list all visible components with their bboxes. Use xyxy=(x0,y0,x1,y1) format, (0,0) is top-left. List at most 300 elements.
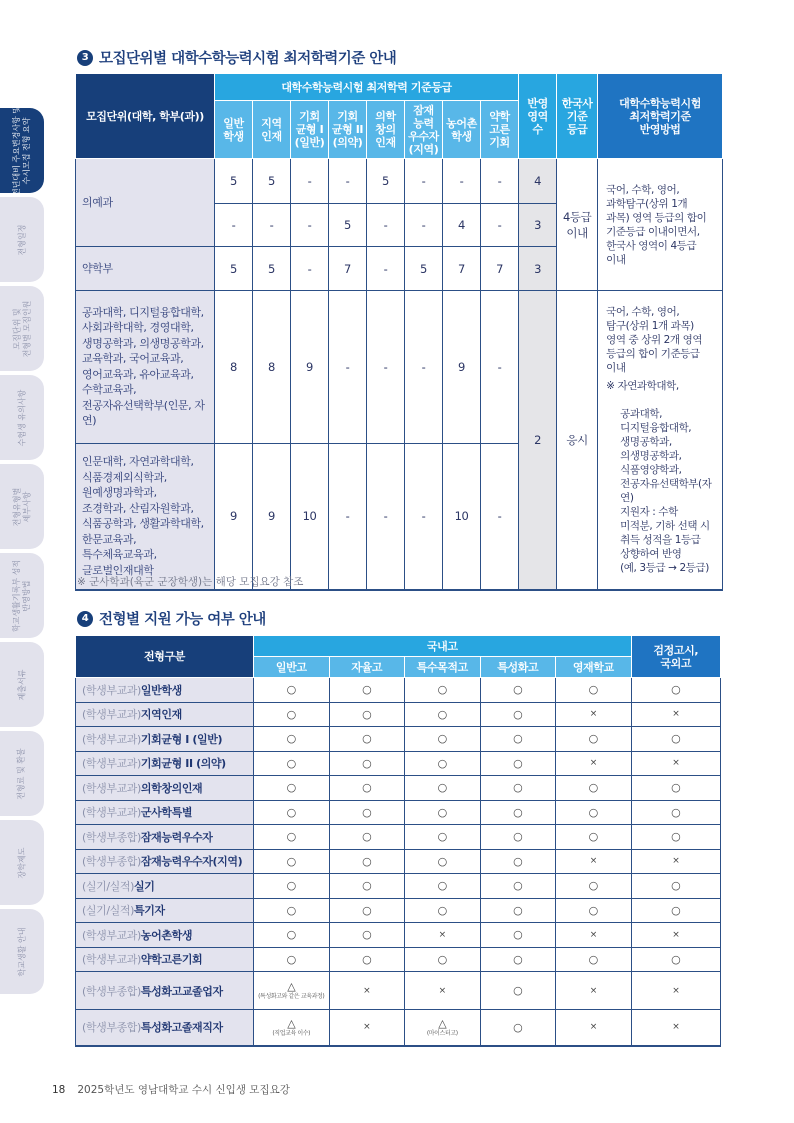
status-cell xyxy=(480,1010,556,1046)
grade-cell: - xyxy=(405,443,443,590)
grade-cell: - xyxy=(253,204,291,247)
row-name: 기회균형 II (의약) xyxy=(140,757,226,771)
status-cell xyxy=(254,947,330,972)
status-mark: ○ xyxy=(513,830,523,844)
status-mark: ○ xyxy=(671,732,681,746)
status-cell xyxy=(329,849,405,874)
row-label xyxy=(76,702,254,727)
sidebar-tab-label: 전형료 및 환불 xyxy=(17,747,26,800)
status-mark: ○ xyxy=(513,984,523,997)
row-prefix: (실기/실적) xyxy=(82,879,134,893)
table-row xyxy=(76,159,723,204)
row-prefix: (학생부교과) xyxy=(82,806,141,820)
header-korhist: 한국사 기준 등급 xyxy=(557,74,598,159)
korhist-cell: 응시 xyxy=(557,291,598,591)
status-cell xyxy=(556,727,632,752)
row-name: 농어촌학생 xyxy=(140,928,193,942)
sidebar-tab-label: 전형유형별 세부사항 xyxy=(11,487,31,526)
status-mark: × xyxy=(589,929,597,940)
status-mark: ○ xyxy=(286,952,296,966)
grade-cell: - xyxy=(443,159,481,204)
row-prefix: (학생부종합) xyxy=(82,1021,141,1035)
status-mark: ○ xyxy=(588,805,598,819)
status-cell xyxy=(405,972,481,1010)
status-cell xyxy=(254,898,330,923)
status-cell xyxy=(556,1010,632,1046)
grade-cell: - xyxy=(329,159,367,204)
status-cell xyxy=(329,923,405,948)
section-3-title xyxy=(77,47,396,68)
grade-cell: 9 xyxy=(253,443,291,590)
status-cell xyxy=(254,825,330,850)
status-cell xyxy=(631,727,720,752)
status-cell xyxy=(556,874,632,899)
status-mark: × xyxy=(589,985,597,996)
row-name: 기회균형 I (일반) xyxy=(140,732,223,746)
status-mark: ○ xyxy=(513,683,523,697)
status-mark: ○ xyxy=(588,903,598,917)
status-cell xyxy=(405,776,481,801)
table-row xyxy=(76,825,721,850)
row-label xyxy=(76,825,254,850)
status-mark: × xyxy=(589,758,597,769)
table-row xyxy=(76,923,721,948)
grade-cell: - xyxy=(367,204,405,247)
header-col: 의학 창의 인재 xyxy=(367,101,405,159)
grade-cell: - xyxy=(405,159,443,204)
header-sub: 영재학교 xyxy=(556,657,632,678)
table-row xyxy=(76,1010,721,1046)
status-cell xyxy=(254,751,330,776)
sidebar-tab[interactable] xyxy=(0,820,44,905)
sidebar-tab[interactable] xyxy=(0,105,44,196)
row-prefix: (학생부교과) xyxy=(82,757,141,771)
status-mark: ○ xyxy=(513,756,523,770)
status-mark: × xyxy=(363,1022,371,1033)
grade-cell: 5 xyxy=(215,159,253,204)
grade-cell: 8 xyxy=(253,291,291,444)
status-mark: × xyxy=(438,929,446,940)
sidebar-tab[interactable] xyxy=(0,553,44,638)
grade-cell: - xyxy=(481,291,519,444)
status-mark: ○ xyxy=(362,781,372,795)
status-mark: × xyxy=(589,709,597,720)
status-cell xyxy=(631,751,720,776)
status-cell xyxy=(556,678,632,703)
status-cell xyxy=(556,825,632,850)
status-cell xyxy=(405,898,481,923)
status-cell xyxy=(480,923,556,948)
status-cell xyxy=(480,776,556,801)
status-note: (마이스터고) xyxy=(426,1029,458,1037)
header-domestic: 국내고 xyxy=(254,636,632,657)
status-cell xyxy=(556,776,632,801)
status-mark: ○ xyxy=(286,707,296,721)
status-cell xyxy=(254,776,330,801)
table-row xyxy=(76,702,721,727)
row-name: 의학창의인재 xyxy=(140,781,203,795)
grade-cell: - xyxy=(405,204,443,247)
method-text: 국어, 수학, 영어, 탐구(상위 1개 과목) 영역 중 상위 2개 영역 등급의 합이 기준등급 이내 xyxy=(606,306,703,374)
table-row xyxy=(76,291,723,444)
row-prefix: (학생부교과) xyxy=(82,708,141,722)
status-mark: ○ xyxy=(362,854,372,868)
status-cell xyxy=(329,825,405,850)
status-cell xyxy=(329,1010,405,1046)
grade-cell: 9 xyxy=(215,443,253,590)
grade-cell: 5 xyxy=(253,247,291,291)
status-cell xyxy=(631,825,720,850)
status-cell xyxy=(405,751,481,776)
grade-cell: - xyxy=(291,247,329,291)
sidebar-tab-label: 학교생활기록부 성적 반영방법 xyxy=(12,559,32,632)
status-mark: ○ xyxy=(362,683,372,697)
status-cell xyxy=(631,874,720,899)
status-mark: ○ xyxy=(513,903,523,917)
status-cell xyxy=(631,947,720,972)
row-prefix: (학생부교과) xyxy=(82,928,141,942)
status-cell xyxy=(631,776,720,801)
status-cell xyxy=(329,947,405,972)
sidebar-tab-label: 제출서류 xyxy=(16,669,26,700)
status-cell xyxy=(254,874,330,899)
status-cell xyxy=(405,678,481,703)
status-cell xyxy=(480,898,556,923)
sidebar-tab-label: 장학제도 xyxy=(16,847,26,878)
status-cell xyxy=(254,923,330,948)
status-mark: △ xyxy=(438,1016,447,1030)
header-unit: 모집단위(대학, 학부(과)) xyxy=(76,74,215,159)
status-cell xyxy=(480,702,556,727)
status-cell xyxy=(329,800,405,825)
status-mark: ○ xyxy=(588,732,598,746)
status-mark: ○ xyxy=(671,805,681,819)
row-prefix: (학생부종합) xyxy=(82,984,141,998)
sidebar-tab[interactable] xyxy=(0,197,44,282)
status-cell xyxy=(405,702,481,727)
status-cell xyxy=(329,727,405,752)
method-note-mark: ※ 자연과학대학, xyxy=(606,380,679,392)
grade-cell: - xyxy=(367,247,405,291)
grade-cell: 5 xyxy=(215,247,253,291)
grade-cell: 5 xyxy=(367,159,405,204)
status-mark: ○ xyxy=(437,781,447,795)
status-mark: ○ xyxy=(362,756,372,770)
row-name: 군사학특별 xyxy=(140,806,193,820)
korhist-cell: 4등급 이내 xyxy=(557,159,598,291)
status-mark: ○ xyxy=(362,952,372,966)
csat-minimum-table xyxy=(75,73,723,591)
status-cell xyxy=(556,751,632,776)
footnote: ※ 군사학과(육군 군장학생)는 해당 모집요강 참조 xyxy=(77,576,304,588)
status-mark: ○ xyxy=(286,879,296,893)
status-mark: ○ xyxy=(671,903,681,917)
status-mark: ○ xyxy=(286,756,296,770)
row-name: 잠재능력우수자 xyxy=(140,830,213,844)
table-row xyxy=(76,947,721,972)
status-mark: ○ xyxy=(286,805,296,819)
status-mark: ○ xyxy=(513,879,523,893)
status-mark: ○ xyxy=(671,830,681,844)
grade-cell: 9 xyxy=(443,291,481,444)
status-cell xyxy=(405,1010,481,1046)
header-areas: 반영 영역 수 xyxy=(519,74,557,159)
status-mark: × xyxy=(672,929,680,940)
status-mark: ○ xyxy=(286,830,296,844)
grade-cell: 8 xyxy=(215,291,253,444)
grade-cell: 9 xyxy=(291,291,329,444)
eligibility-table xyxy=(75,635,721,1047)
status-mark: ○ xyxy=(362,903,372,917)
status-cell xyxy=(405,849,481,874)
status-mark: ○ xyxy=(362,879,372,893)
status-cell xyxy=(254,972,330,1010)
status-mark: ○ xyxy=(513,952,523,966)
row-label xyxy=(76,751,254,776)
status-cell xyxy=(631,1010,720,1046)
status-mark: ○ xyxy=(437,854,447,868)
status-cell xyxy=(254,1010,330,1046)
status-mark: ○ xyxy=(362,830,372,844)
status-mark: × xyxy=(438,985,446,996)
status-note: (특성화고와 같은 교육과정) xyxy=(258,993,325,1000)
sidebar-tab[interactable] xyxy=(0,464,44,549)
section-4-title xyxy=(77,608,266,629)
sidebar-tab-label: 전년대비 주요변경사항 및 수시모집 전형 요약 xyxy=(12,105,31,196)
header-sub: 일반고 xyxy=(254,657,330,678)
row-name: 특기자 xyxy=(134,904,165,918)
status-cell xyxy=(631,972,720,1010)
grade-cell: - xyxy=(405,291,443,444)
row-prefix: (학생부교과) xyxy=(82,683,141,697)
row-name: 특성화고교졸업자 xyxy=(140,984,223,998)
status-mark: ○ xyxy=(437,830,447,844)
status-cell xyxy=(405,727,481,752)
row-label xyxy=(76,898,254,923)
status-cell xyxy=(405,874,481,899)
status-mark: ○ xyxy=(286,732,296,746)
status-mark: ○ xyxy=(286,903,296,917)
grade-cell: 10 xyxy=(291,443,329,590)
row-name: 일반학생 xyxy=(140,683,182,697)
status-mark: ○ xyxy=(286,928,296,942)
status-cell xyxy=(480,849,556,874)
row-label xyxy=(76,800,254,825)
grade-cell: 5 xyxy=(329,204,367,247)
areas-cell: 3 xyxy=(519,204,557,247)
status-cell xyxy=(254,727,330,752)
status-cell xyxy=(329,898,405,923)
status-cell xyxy=(329,702,405,727)
row-label xyxy=(76,1010,254,1046)
status-mark: ○ xyxy=(362,928,372,942)
sidebar-tab[interactable] xyxy=(0,909,44,994)
row-prefix: (실기/실적) xyxy=(82,904,134,918)
row-label xyxy=(76,972,254,1010)
status-cell xyxy=(480,972,556,1010)
status-cell xyxy=(631,849,720,874)
status-cell xyxy=(480,727,556,752)
grade-cell: - xyxy=(329,443,367,590)
header-col: 지역 인재 xyxy=(253,101,291,159)
status-mark: ○ xyxy=(286,683,296,697)
status-cell xyxy=(254,800,330,825)
grade-cell: - xyxy=(291,159,329,204)
status-cell xyxy=(329,776,405,801)
row-prefix: (학생부종합) xyxy=(82,830,141,844)
status-cell xyxy=(329,751,405,776)
row-prefix: (학생부교과) xyxy=(82,953,141,967)
status-mark: ○ xyxy=(362,707,372,721)
header-col: 농어촌 학생 xyxy=(443,101,481,159)
unit-cell: 인문대학, 자연과학대학, 식품경제외식학과, 원예생명과학과, 조경학과, 산림자원학과, 식품공학과, 생활과학대학, 한문교육과, 특수체육교육과, 글로벌인재대학 xyxy=(76,443,215,590)
sidebar-tab[interactable] xyxy=(0,375,44,460)
grade-cell: - xyxy=(367,291,405,444)
row-prefix: (학생부교과) xyxy=(82,732,141,746)
status-cell xyxy=(631,678,720,703)
areas-cell: 3 xyxy=(519,247,557,291)
row-name: 특성화고졸재직자 xyxy=(140,1021,223,1035)
row-label xyxy=(76,776,254,801)
status-cell xyxy=(480,678,556,703)
section-title-text: 전형별 지원 가능 여부 안내 xyxy=(99,612,266,628)
header-sub: 자율고 xyxy=(329,657,405,678)
sidebar-tab[interactable] xyxy=(0,731,44,816)
status-mark: ○ xyxy=(588,830,598,844)
status-cell xyxy=(556,947,632,972)
header-col: 기회 균형 I (일반) xyxy=(291,101,329,159)
status-mark: ○ xyxy=(513,1020,523,1034)
status-mark: ○ xyxy=(362,805,372,819)
status-mark: ○ xyxy=(362,732,372,746)
status-mark: ○ xyxy=(588,879,598,893)
grade-cell: - xyxy=(215,204,253,247)
unit-cell: 공과대학, 디지털융합대학, 사회과학대학, 경영대학, 생명공학과, 의생명공학과, 교육학과, 국어교육과, 영어교육과, 유아교육과, 수학교육과, 전공자유선택학부(인문, 자연) xyxy=(76,291,215,444)
page-number: 18 xyxy=(52,1084,66,1096)
status-cell xyxy=(480,947,556,972)
status-mark: ○ xyxy=(588,683,598,697)
status-cell xyxy=(556,800,632,825)
status-mark: × xyxy=(672,985,680,996)
sidebar-tab[interactable] xyxy=(0,286,44,371)
page-footer xyxy=(52,1082,290,1097)
status-cell xyxy=(405,825,481,850)
row-prefix: (학생부교과) xyxy=(82,781,141,795)
status-cell xyxy=(329,874,405,899)
grade-cell: 7 xyxy=(443,247,481,291)
areas-cell: 2 xyxy=(519,291,557,591)
table-row xyxy=(76,800,721,825)
sidebar-tab-label: 수험생 유의사항 xyxy=(17,389,27,446)
section-number: 4 xyxy=(77,611,93,627)
grade-cell: - xyxy=(291,204,329,247)
table-row xyxy=(76,972,721,1010)
status-cell xyxy=(631,702,720,727)
unit-cell: 약학부 xyxy=(76,247,215,291)
status-mark: × xyxy=(589,1022,597,1033)
grade-cell: - xyxy=(367,443,405,590)
row-label xyxy=(76,678,254,703)
status-mark: ○ xyxy=(513,928,523,942)
grade-cell: 10 xyxy=(443,443,481,590)
status-mark: △ xyxy=(287,980,296,993)
sidebar-tab[interactable] xyxy=(0,642,44,727)
table-row xyxy=(76,678,721,703)
grade-cell: 7 xyxy=(481,247,519,291)
sidebar-tab-label: 학교생활 안내 xyxy=(17,927,27,976)
status-mark: ○ xyxy=(513,732,523,746)
status-mark: ○ xyxy=(513,707,523,721)
grade-cell: - xyxy=(329,291,367,444)
header-method: 대학수학능력시험 최저학력기준 반영방법 xyxy=(598,74,723,159)
header-col: 잠재 능력 우수자 (지역) xyxy=(405,101,443,159)
section-number: 3 xyxy=(77,50,93,66)
row-label xyxy=(76,849,254,874)
status-cell xyxy=(329,678,405,703)
status-cell xyxy=(631,800,720,825)
table-row xyxy=(76,874,721,899)
status-mark: ○ xyxy=(513,854,523,868)
row-name: 약학고른기회 xyxy=(140,953,203,967)
section-title-text: 모집단위별 대학수학능력시험 최저학력기준 안내 xyxy=(99,51,397,67)
status-mark: ○ xyxy=(671,781,681,795)
grade-cell: 5 xyxy=(405,247,443,291)
status-cell xyxy=(480,800,556,825)
table-row xyxy=(76,727,721,752)
grade-cell: 5 xyxy=(253,159,291,204)
row-label xyxy=(76,923,254,948)
grade-cell: - xyxy=(481,204,519,247)
status-mark: × xyxy=(589,856,597,867)
grade-cell: - xyxy=(481,443,519,590)
grade-cell: - xyxy=(481,159,519,204)
status-mark: ○ xyxy=(437,707,447,721)
status-cell xyxy=(556,849,632,874)
header-other: 검정고시, 국외고 xyxy=(631,636,720,678)
grade-cell: 4 xyxy=(443,204,481,247)
status-cell xyxy=(480,825,556,850)
status-cell xyxy=(556,898,632,923)
row-label xyxy=(76,874,254,899)
method-cell: 국어, 수학, 영어, 과학탐구(상위 1개 과목) 영역 등급의 합이 기준등급 이내이면서, 한국사 영역이 4등급 이내 xyxy=(598,159,723,291)
status-mark: ○ xyxy=(437,805,447,819)
status-mark: × xyxy=(672,856,680,867)
table-row xyxy=(76,751,721,776)
status-cell xyxy=(556,972,632,1010)
status-mark: ○ xyxy=(437,683,447,697)
method-cell xyxy=(598,291,723,591)
status-mark: ○ xyxy=(671,683,681,697)
status-cell xyxy=(405,923,481,948)
status-mark: × xyxy=(363,985,371,996)
row-name: 지역인재 xyxy=(140,708,182,722)
status-cell xyxy=(405,947,481,972)
status-cell xyxy=(480,751,556,776)
header-group: 대학수학능력시험 최저학력 기준등급 xyxy=(215,74,519,101)
status-mark: ○ xyxy=(588,952,598,966)
header-col: 일반 학생 xyxy=(215,101,253,159)
status-mark: × xyxy=(672,709,680,720)
unit-cell: 의예과 xyxy=(76,159,215,247)
status-cell xyxy=(631,898,720,923)
row-name: 잠재능력우수자(지역) xyxy=(140,855,243,869)
status-mark: ○ xyxy=(671,952,681,966)
row-label xyxy=(76,947,254,972)
status-cell xyxy=(254,849,330,874)
row-name: 실기 xyxy=(134,879,155,893)
status-mark: ○ xyxy=(437,952,447,966)
status-mark: ○ xyxy=(513,805,523,819)
